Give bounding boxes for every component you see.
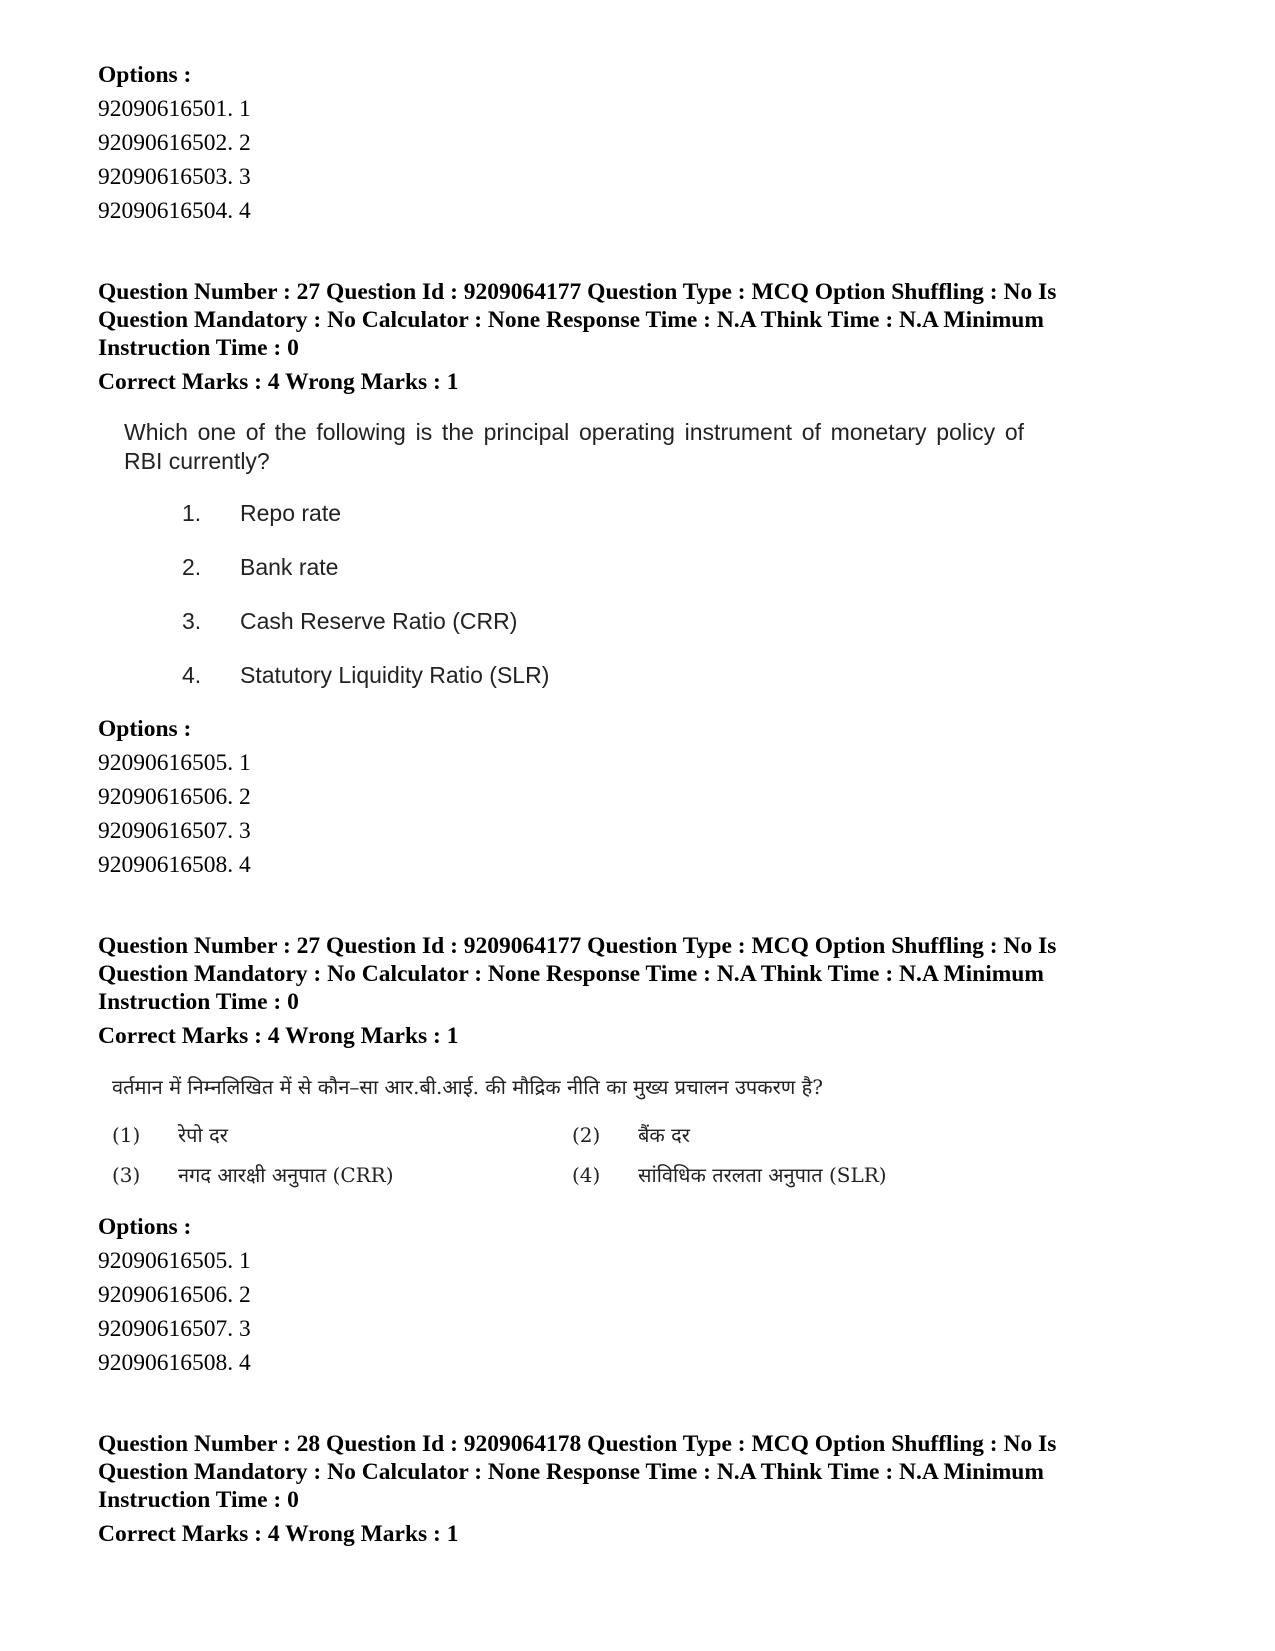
option-row: 92090616508. 4 [98,852,251,878]
document-page [98,58,1198,1548]
choice-number: 2. [182,554,202,580]
choice-item [182,658,1024,712]
choice-item [572,1120,1032,1150]
choice-item [182,550,1024,604]
question-stem: वर्तमान में निम्नलिखित में से कौन–सा आर.बी.आई. की मौद्रिक नीति का मुख्य प्रचालन उपकरण है? [112,1075,823,1099]
choice-item [572,1160,1032,1190]
question-meta-line: Question Mandatory : No Calculator : None Response Time : N.A Think Time : N.A Minimum [98,1459,1044,1485]
option-row: 92090616505. 1 [98,1248,251,1274]
option-row: 92090616502. 2 [98,130,251,156]
option-row: 92090616508. 4 [98,1350,251,1376]
choice-number: (4) [572,1163,601,1187]
option-row: 92090616507. 3 [98,1316,251,1342]
choice-item [112,1120,572,1150]
choice-number: 4. [182,662,202,688]
choice-text: रेपो दर [178,1123,228,1147]
option-row: 92090616507. 3 [98,818,251,844]
question-meta-27-en [98,278,1198,396]
choice-number: (1) [112,1123,141,1147]
question-meta-line: Question Mandatory : No Calculator : None Response Time : N.A Think Time : N.A Minimum [98,307,1044,333]
options-heading: Options : [98,1214,192,1240]
choice-grid [112,1120,1198,1190]
choice-list [182,496,1024,712]
choice-text: Statutory Liquidity Ratio (SLR) [240,662,550,688]
options-block-2 [98,712,1198,882]
choice-text: नगद आरक्षी अनुपात (CRR) [178,1163,394,1187]
question-body-english [124,418,1024,712]
choice-text: बैंक दर [638,1123,690,1147]
choice-item [112,1160,572,1190]
question-meta-line: Instruction Time : 0 [98,989,299,1015]
question-meta-line: Question Number : 28 Question Id : 9209064178 Question Type : MCQ Option Shuffling : No Is [98,1431,1057,1457]
choice-text: Cash Reserve Ratio (CRR) [240,608,518,634]
choice-text: Bank rate [240,554,339,580]
options-block-1 [98,58,1198,228]
options-heading: Options : [98,716,192,742]
options-heading: Options : [98,62,192,88]
question-marks: Correct Marks : 4 Wrong Marks : 1 [98,1023,459,1049]
question-meta-27-hi [98,932,1198,1050]
choice-item [182,496,1024,550]
choice-item [182,604,1024,658]
option-row: 92090616501. 1 [98,96,251,122]
question-stem: Which one of the following is the principal operating instrument of monetary policy of RBI currently? [124,419,1024,474]
option-row: 92090616505. 1 [98,750,251,776]
question-body-hindi [112,1072,1198,1190]
question-meta-line: Instruction Time : 0 [98,335,299,361]
choice-number: 3. [182,608,202,634]
question-meta-28 [98,1430,1198,1548]
options-block-3 [98,1210,1198,1380]
question-meta-line: Question Number : 27 Question Id : 9209064177 Question Type : MCQ Option Shuffling : No Is [98,279,1057,305]
question-marks: Correct Marks : 4 Wrong Marks : 1 [98,1521,459,1547]
option-row: 92090616503. 3 [98,164,251,190]
choice-number: (3) [112,1163,141,1187]
question-marks: Correct Marks : 4 Wrong Marks : 1 [98,369,459,395]
option-row: 92090616506. 2 [98,1282,251,1308]
choice-number: 1. [182,500,202,526]
choice-text: Repo rate [240,500,342,526]
choice-text: सांविधिक तरलता अनुपात (SLR) [638,1163,887,1187]
option-row: 92090616504. 4 [98,198,251,224]
choice-number: (2) [572,1123,601,1147]
question-meta-line: Question Mandatory : No Calculator : None Response Time : N.A Think Time : N.A Minimum [98,961,1044,987]
question-meta-line: Instruction Time : 0 [98,1487,299,1513]
option-row: 92090616506. 2 [98,784,251,810]
question-meta-line: Question Number : 27 Question Id : 9209064177 Question Type : MCQ Option Shuffling : No Is [98,933,1057,959]
